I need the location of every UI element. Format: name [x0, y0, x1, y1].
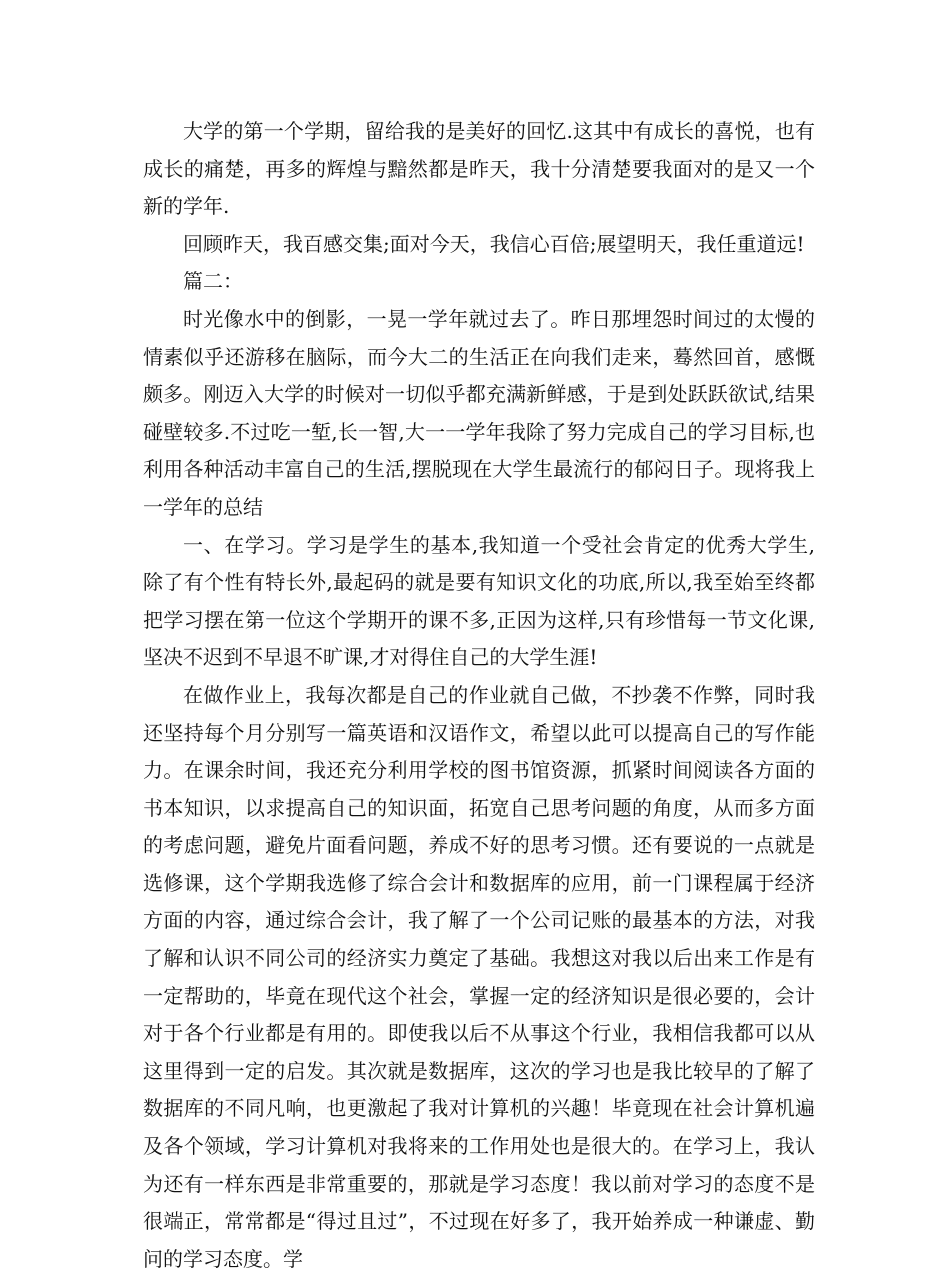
paragraph-study: 一、在学习。学习是学生的基本,我知道一个受社会肯定的优秀大学生,除了有个性有特长外,最起码的就是要有知识文化的功底,所以,我至始至终都把学习摆在第一位这个学期开的课不多,正因为这样,只有珍惜每一节文化课,坚决不迟到不早退不旷课,才对得住自己的大学生涯!	[143, 532, 815, 670]
paragraph-time-passes: 时光像水中的倒影，一晃一学年就过去了。昨日那埋怨时间过的太慢的情素似乎还游移在脑际，而今大二的生活正在向我们走来，蓦然回首，感慨颇多。刚迈入大学的时候对一切似乎都充满新鲜感，于是到处跃跃欲试,结果碰壁较多.不过吃一堑,长一智,大一一学年我除了努力完成自己的学习目标,也利用各种活动丰富自己的生活,摆脱现在大学生最流行的郁闷日子。现将我上一学年的总结	[143, 306, 815, 519]
paragraph-first-semester: 大学的第一个学期，留给我的是美好的回忆.这其中有成长的喜悦，也有成长的痛楚，再多的辉煌与黯然都是昨天，我十分清楚要我面对的是又一个新的学年.	[143, 119, 815, 219]
paragraph-homework: 在做作业上，我每次都是自己的作业就自己做，不抄袭不作弊，同时我还坚持每个月分别写一篇英语和汉语作文，希望以此可以提高自己的写作能力。在课余时间，我还充分利用学校的图书馆资源，抓紧时间阅读各方面的书本知识，以求提高自己的知识面，拓宽自己思考问题的角度，从而多方面的考虑问题，避免片面看问题，养成不好的思考习惯。还有要说的一点就是选修课，这个学期我选修了综合会计和数据库的应用，前一门课程属于经济方面的内容，通过综合会计，我了解了一个公司记账的最基本的方法，对我了解和认识不同公司的经济实力奠定了基础。我想这对我以后出来工作是有一定帮助的，毕竟在现代这个社会，掌握一定的经济知识是很必要的，会计对于各个行业都是有用的。即使我以后不从事这个行业，我相信我都可以从这里得到一定的启发。其次就是数据库，这次的学习也是我比较早的了解了数据库的不同凡响，也更激起了我对计算机的兴趣！毕竟现在社会计算机遍及各个领域，学习计算机对我将来的工作用处也是很大的。在学习上，我认为还有一样东西是非常重要的，那就是学习态度！我以前对学习的态度不是很端正，常常都是“得过且过”，不过现在好多了，我开始养成一种谦虚、勤问的学习态度。学	[143, 682, 815, 1271]
section-heading-part-two: 篇二：	[183, 269, 243, 294]
document-body	[143, 113, 815, 1278]
paragraph-review: 回顾昨天，我百感交集;面对今天，我信心百倍;展望明天，我任重道远!	[183, 231, 805, 256]
